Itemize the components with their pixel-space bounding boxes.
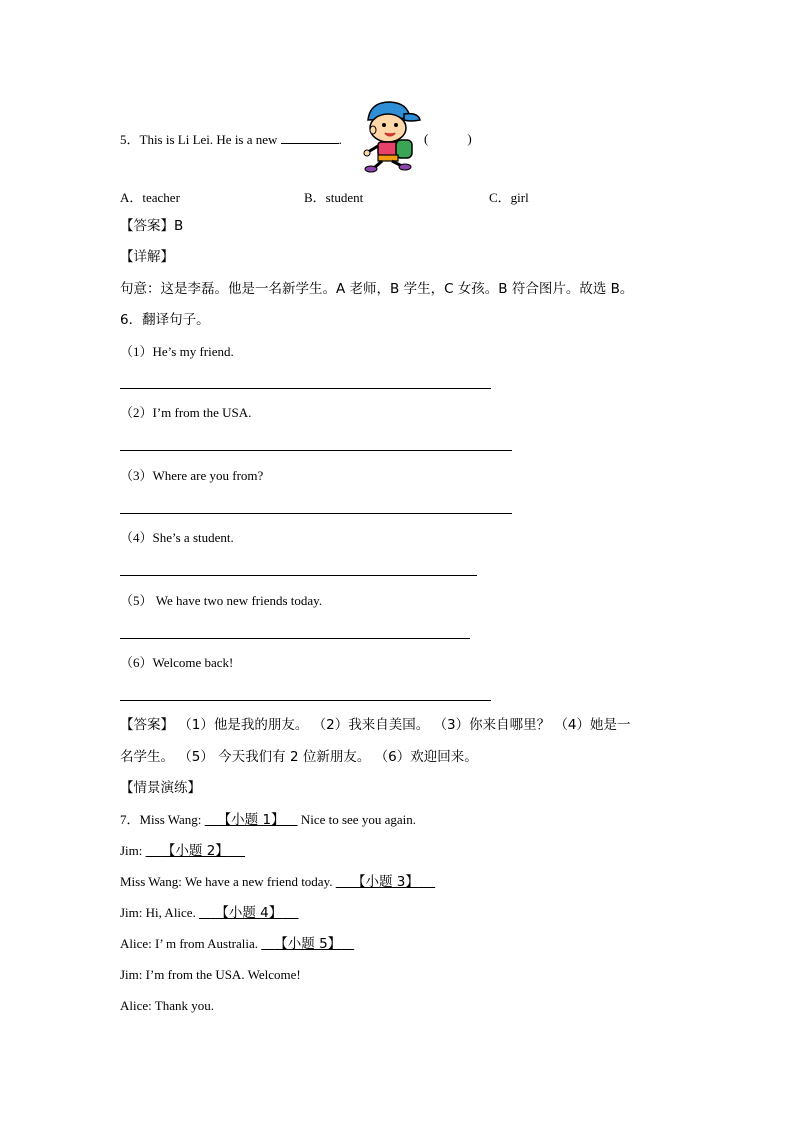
q6-item-4: （4）She’s a student. [120, 530, 234, 545]
answer-line [120, 450, 512, 451]
q5-option-c: C．girl [489, 190, 529, 205]
q7-section-title: 【情景演练】 [120, 780, 201, 796]
q7-blank-3: 【小题 3】 [351, 874, 419, 890]
q6-title: 6．翻译句子。 [120, 312, 210, 328]
q6-item-6: （6）Welcome back! [120, 655, 234, 670]
answer-line [120, 513, 512, 514]
answer-line [120, 575, 477, 576]
q5-option-b: B．student [304, 190, 364, 205]
q6-item-2: （2）I’m from the USA. [120, 405, 252, 420]
q6-item-5: （5） We have two new friends today. [120, 593, 323, 608]
q6-item-3: （3）Where are you from? [120, 468, 264, 483]
q5-blank [281, 131, 339, 144]
q5-detail: 句意：这是李磊。他是一名新学生。A 老师，B 学生，C 女孩。B 符合图片。故选 B。 [120, 281, 634, 297]
q7-blank-5: 【小题 5】 [274, 936, 342, 952]
q7-line-1: 7．Miss Wang: 【小题 1】 Nice to see you again. [120, 812, 416, 828]
q7-blank-1: 【小题 1】 [217, 812, 285, 828]
q5-answer: 【答案】B [120, 218, 184, 234]
q5-stem: 5．This is Li Lei. He is a new . [120, 132, 342, 147]
q7-line-3: Miss Wang: We have a new friend today. 【小题 3】 [120, 874, 435, 890]
q7-line-2: Jim: 【小题 2】 [120, 843, 245, 859]
q7-blank-4: 【小题 4】 [215, 905, 283, 921]
q6-answer-line-1: 【答案】 （1）他是我的朋友。 （2）我来自美国。 （3）你来自哪里？ （4）她是一 [120, 717, 631, 733]
boy-with-backpack-illustration [358, 98, 424, 174]
q7-blank-2: 【小题 2】 [161, 843, 229, 859]
q7-line-4: Jim: Hi, Alice. 【小题 4】 [120, 905, 298, 921]
q7-line-6: Jim: I’m from the USA. Welcome! [120, 967, 301, 982]
q5-option-a: A．teacher [120, 190, 180, 205]
q6-item-1: （1）He’s my friend. [120, 344, 234, 359]
answer-line [120, 388, 491, 389]
q7-line-7: Alice: Thank you. [120, 998, 214, 1013]
answer-line [120, 700, 491, 701]
q5-answer-paren: ( ) [424, 131, 472, 146]
q6-answer-line-2: 名学生。 （5） 今天我们有 2 位新朋友。 （6）欢迎回来。 [120, 749, 478, 765]
q7-line-5: Alice: I’ m from Australia. 【小题 5】 [120, 936, 354, 952]
q5-detail-label: 【详解】 [120, 249, 174, 265]
answer-line [120, 638, 470, 639]
